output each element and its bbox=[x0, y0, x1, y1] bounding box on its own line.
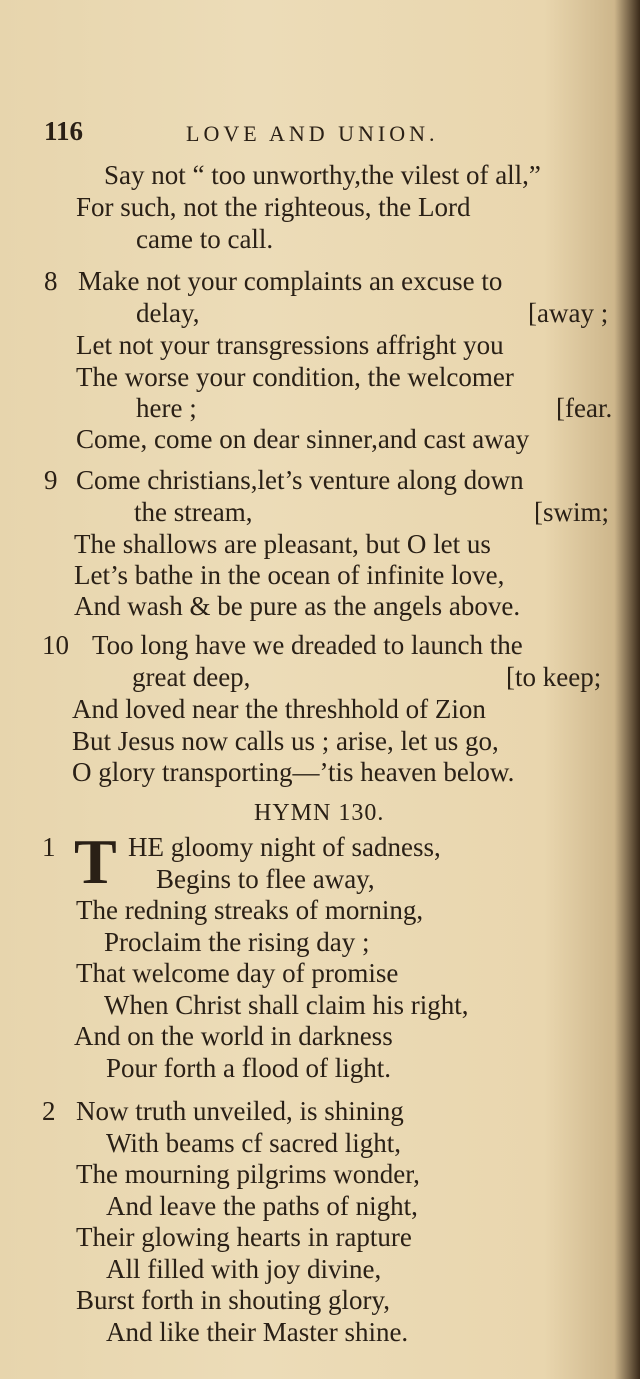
hymn-line: delay, bbox=[136, 298, 200, 328]
verse-number: 10 bbox=[42, 630, 69, 660]
hymn-line: Let not your transgressions affright you bbox=[76, 330, 504, 360]
hymn-line: All filled with joy divine, bbox=[106, 1254, 382, 1284]
hymn-line: HE gloomy night of sadness, bbox=[128, 832, 441, 862]
hymn-line: came to call. bbox=[136, 224, 274, 254]
hymn-line: And like their Master shine. bbox=[106, 1317, 409, 1347]
verse-number: 2 bbox=[42, 1096, 56, 1126]
hymn-line: And wash & be pure as the angels above. bbox=[74, 591, 521, 621]
hymn-line: Come christians,let’s venture along down bbox=[76, 465, 524, 495]
hymn-line: Begins to flee away, bbox=[156, 864, 375, 894]
hymn-line: When Christ shall claim his right, bbox=[104, 990, 469, 1020]
verse-number: 1 bbox=[42, 832, 56, 862]
page-number: 116 bbox=[44, 116, 84, 146]
turnover-text: [swim; bbox=[534, 497, 610, 527]
hymn-line: the stream, bbox=[134, 497, 253, 527]
hymn-line: Now truth unveiled, is shining bbox=[76, 1096, 404, 1126]
running-title: LOVE AND UNION. bbox=[186, 121, 439, 146]
hymn-line: And leave the paths of night, bbox=[106, 1191, 418, 1221]
hymn-line: With beams cf sacred light, bbox=[106, 1128, 402, 1158]
hymn-line: The shallows are pleasant, but O let us bbox=[74, 529, 491, 559]
hymn-line: Come, come on dear sinner,and cast away bbox=[76, 424, 530, 454]
verse-number: 9 bbox=[44, 465, 58, 495]
turnover-text: [away ; bbox=[528, 298, 609, 328]
hymn-line: But Jesus now calls us ; arise, let us go, bbox=[72, 726, 499, 756]
hymn-line: Too long have we dreaded to launch the bbox=[92, 630, 523, 660]
hymn-line: And loved near the threshhold of Zion bbox=[72, 694, 486, 724]
hymn-line: Proclaim the rising day ; bbox=[104, 927, 370, 957]
turnover-text: [to keep; bbox=[506, 662, 602, 692]
hymn-line: Say not “ too unworthy,the vilest of all,” bbox=[104, 160, 541, 190]
hymn-line: O glory transporting—’tis heaven below. bbox=[72, 757, 515, 787]
hymn-title: HYMN 130. bbox=[254, 800, 385, 826]
verse-number: 8 bbox=[44, 266, 58, 296]
hymn-line: great deep, bbox=[132, 662, 251, 692]
hymn-line: Let’s bathe in the ocean of infinite love, bbox=[74, 560, 505, 590]
hymn-line: Make not your complaints an excuse to bbox=[78, 266, 503, 296]
turnover-text: [fear. bbox=[556, 393, 613, 423]
hymn-line: Pour forth a flood of light. bbox=[106, 1053, 391, 1083]
hymn-line: And on the world in darkness bbox=[74, 1021, 393, 1051]
drop-cap-letter: T bbox=[74, 826, 117, 897]
hymn-line: The redning streaks of morning, bbox=[76, 895, 424, 925]
hymn-line: The worse your condition, the welcomer bbox=[76, 362, 514, 392]
hymn-line: For such, not the righteous, the Lord bbox=[76, 192, 471, 222]
hymn-line: here ; bbox=[136, 393, 197, 423]
hymn-line: The mourning pilgrims wonder, bbox=[76, 1159, 420, 1189]
hymn-line: Their glowing hearts in rapture bbox=[76, 1222, 412, 1252]
hymn-line: Burst forth in shouting glory, bbox=[76, 1285, 390, 1315]
hymn-line: That welcome day of promise bbox=[76, 958, 399, 988]
